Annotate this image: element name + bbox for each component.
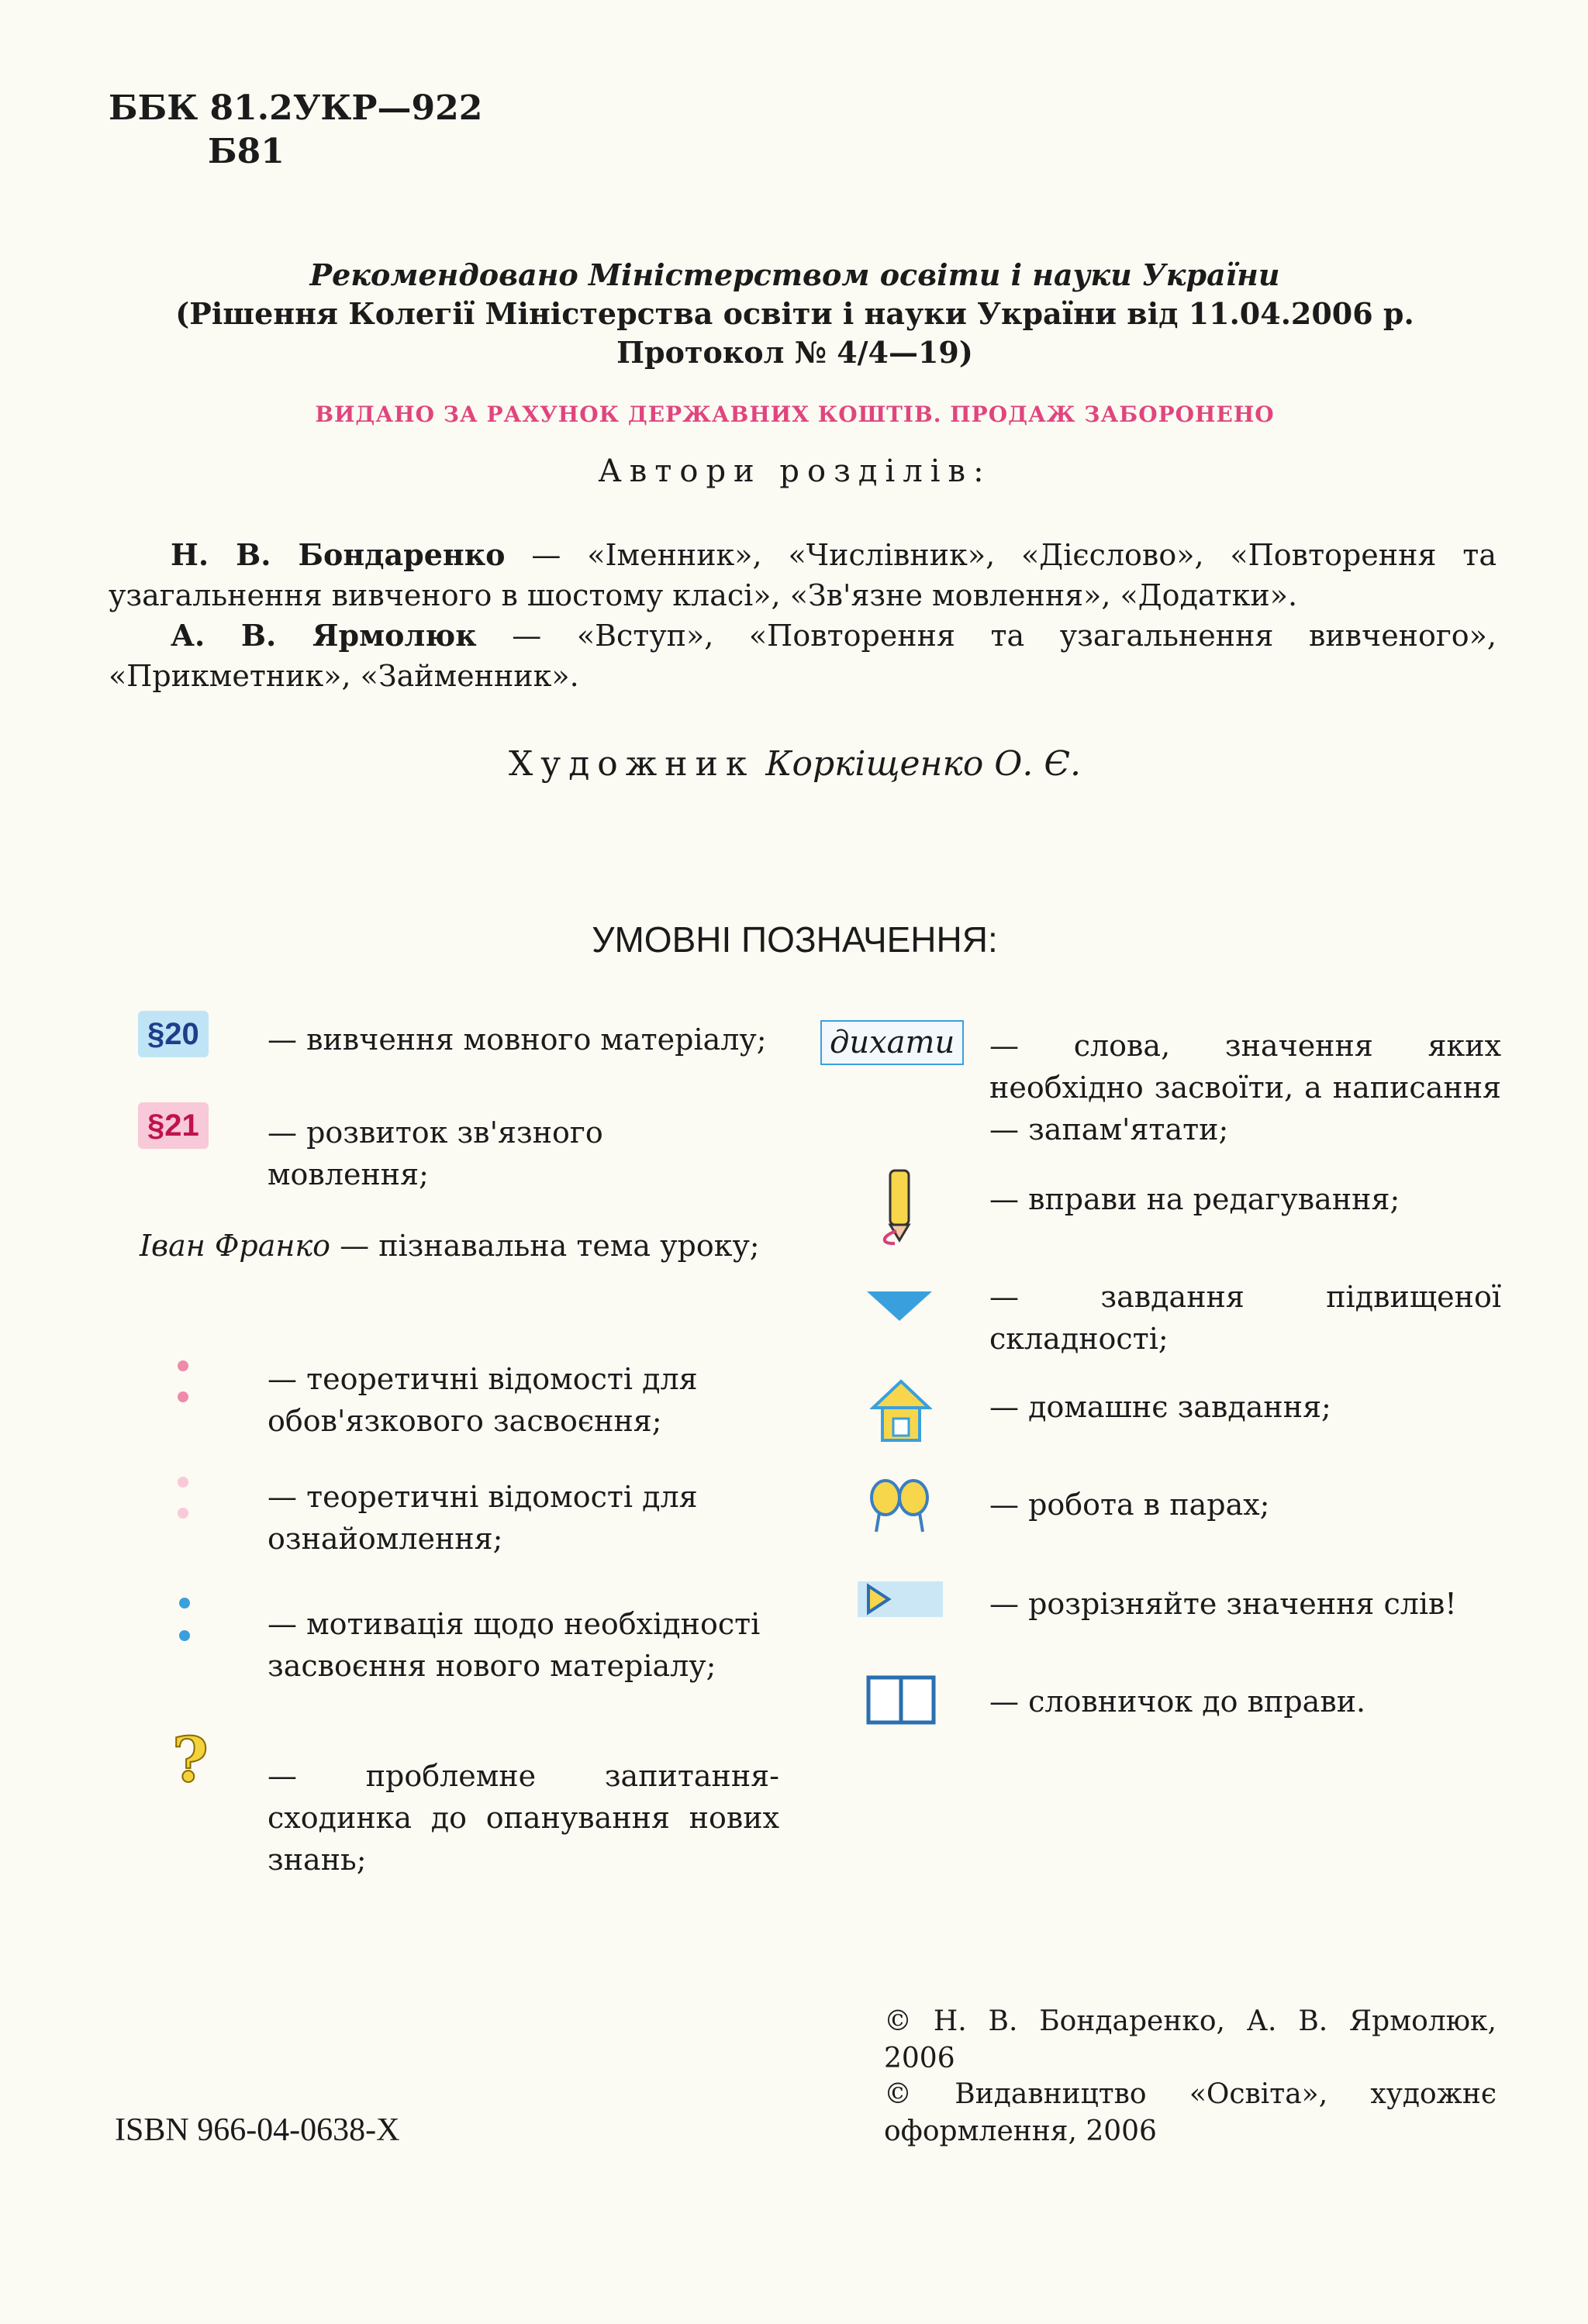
- legend-item-motivation: [268, 1603, 795, 1687]
- legend-text: — слова, значення яких необхідно засвоїти, а написання — запам'ятати;: [989, 1029, 1501, 1146]
- legend-item-distinguish: [989, 1583, 1501, 1625]
- paragraph-badge-blue: §20: [138, 1011, 209, 1057]
- authors-list: [109, 535, 1497, 696]
- legend-text: — словничок до вправи.: [989, 1684, 1366, 1719]
- legend-item-pairs: [989, 1484, 1501, 1526]
- legend-item-dictionary: [989, 1681, 1501, 1722]
- paragraph-20-icon: [138, 1017, 209, 1052]
- legend-item-homework: [989, 1386, 1501, 1428]
- state-funded-stamp: ВИДАНО ЗА РАХУНОК ДЕРЖАВНИХ КОШТІВ. ПРОДАЖ ЗАБОРОНЕНО: [315, 402, 1275, 427]
- legend-item-topic: [140, 1225, 783, 1267]
- legend-text: — проблемне запитання-сходинка до опанування нових знань;: [268, 1759, 779, 1877]
- theory-info-icon: [171, 1473, 202, 1527]
- recommendation: [109, 256, 1481, 372]
- legend-item-words: [989, 1025, 1501, 1150]
- legend-title: УМОВНІ ПОЗНАЧЕННЯ:: [592, 919, 998, 960]
- copyright-authors: © Н. В. Бондаренко, А. В. Ярмолюк, 2006: [884, 2005, 1497, 2074]
- recommendation-line1: Рекомендовано Міністерством освіти і науки України: [309, 257, 1280, 292]
- legend-item-difficult: [989, 1276, 1501, 1360]
- legend-item-theory-info: [268, 1476, 795, 1560]
- bbk-line2: Б81: [208, 132, 285, 171]
- legend-text: — теоретичні відомості для ознайомлення;: [268, 1480, 698, 1556]
- book-icon: [865, 1673, 940, 1727]
- pencil-icon: [873, 1163, 927, 1248]
- theory-required-icon: [171, 1357, 202, 1411]
- legend-text: — робота в парах;: [989, 1488, 1270, 1522]
- legend-text: — розрізняйте значення слів!: [989, 1587, 1457, 1621]
- topic-example: Іван Франко: [140, 1229, 331, 1263]
- word-example-box: дихати: [820, 1020, 964, 1065]
- legend-text: — домашнє завдання;: [989, 1390, 1331, 1424]
- copyright-publisher: © Видавництво «Освіта», художнє оформлення, 2006: [884, 2078, 1497, 2147]
- legend-text: — теоретичні відомості для обов'язкового засвоєння;: [268, 1362, 698, 1438]
- artist-name: Коркіщенко О. Є.: [765, 744, 1081, 784]
- legend-text: — завдання підвищеної складності;: [989, 1280, 1501, 1356]
- legend-text: — пізнавальна тема уроку;: [340, 1229, 760, 1263]
- legend-text: — вивчення мовного матеріалу;: [268, 1022, 767, 1057]
- paragraph-21-icon: [138, 1109, 209, 1143]
- authors-heading: Автори розділів:: [598, 453, 992, 489]
- bbk-code: [109, 87, 482, 174]
- house-icon: [870, 1378, 932, 1448]
- legend-item-language-material: [268, 1019, 795, 1060]
- bbk-line1: ББК 81.2УКР—922: [109, 88, 483, 128]
- pair-work-icon: [865, 1476, 935, 1538]
- artist-label: Художник: [508, 744, 755, 784]
- svg-text:?: ?: [172, 1727, 209, 1796]
- legend-text: — вправи на редагування;: [989, 1182, 1400, 1216]
- legend-text: — розвиток зв'язного мовлення;: [268, 1115, 603, 1191]
- author-entry: [109, 535, 1497, 615]
- question-icon: [169, 1727, 216, 1797]
- legend-item-editing: [989, 1178, 1501, 1220]
- author-sections: — «Іменник», «Числівник», «Дієслово», «Повторення та узагальнення вивченого в шостому класі», «Зв'язне мовлення», «Додатки».: [109, 538, 1497, 612]
- recommendation-line2: (Рішення Колегії Міністерства освіти і науки України від 11.04.2006 р.: [175, 296, 1414, 331]
- play-icon: [858, 1577, 943, 1623]
- legend-item-problem: [268, 1755, 779, 1881]
- artist-credit: [109, 744, 1481, 784]
- author-name: А. В. Ярмолюк: [171, 618, 477, 653]
- legend-text: — мотивація щодо необхідності засвоєння нового матеріалу;: [268, 1607, 761, 1683]
- triangle-down-icon: [861, 1287, 938, 1326]
- legend-item-theory-required: [268, 1358, 795, 1442]
- paragraph-badge-pink: §21: [138, 1102, 209, 1149]
- author-name: Н. В. Бондаренко: [171, 537, 506, 572]
- author-sections: — «Вступ», «Повторення та узагальнення вивченого», «Прикметник», «Займенник».: [109, 619, 1497, 693]
- legend-item-speech-development: [268, 1112, 702, 1195]
- motivation-icon: [174, 1595, 205, 1650]
- recommendation-line3: Протокол № 4/4—19): [616, 335, 973, 370]
- isbn: ISBN 966-04-0638-X: [115, 2112, 400, 2148]
- author-entry: [109, 615, 1497, 696]
